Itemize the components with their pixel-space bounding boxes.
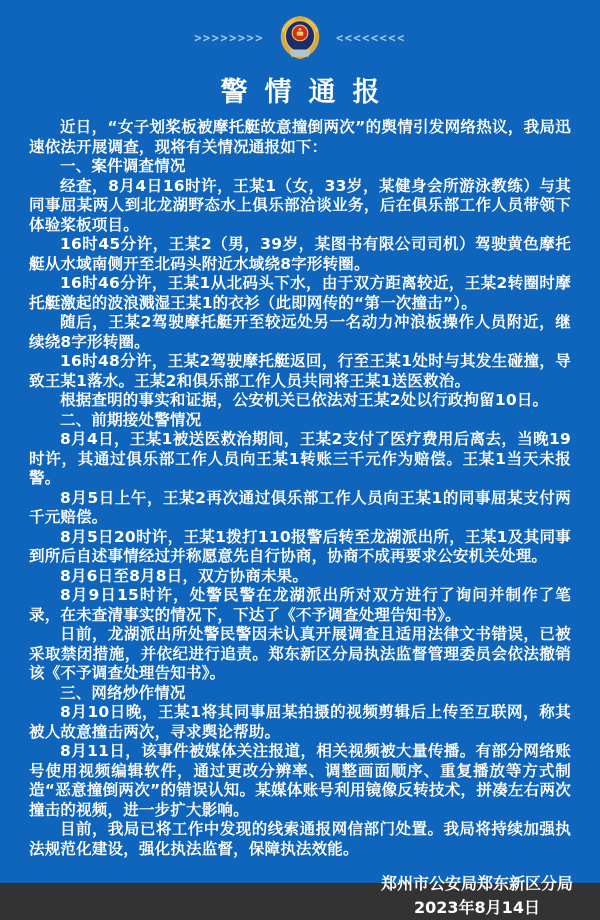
notice-title: 警情通报 [220,77,397,108]
body-paragraph: 16时46分许，王某1从北码头下水，由于双方距离较近，王某2转圈时摩托艇激起的波浪溅湿王某1的衣衫（此即网传的“第一次撞击”）。 [29,274,571,312]
section-heading: 二、前期接处警情况 [60,410,202,429]
body-paragraph: 8月4日，王某1被送医救治期间，王某2支付了医疗费用后离去，当晚19时许，其通过俱乐部工作人员向王某1转账三千元作为赔偿。王某1当天未报警。 [29,430,571,487]
body-paragraph: 8月6日至8月8日，双方协商未果。 [60,566,309,585]
body-paragraph: 8月5日上午，王某2再次通过俱乐部工作人员向王某1的同事屈某支付两千元赔偿。 [29,488,571,526]
issuing-authority: 郑州市公安局郑东新区分局 [380,874,573,893]
signature-block [0,872,600,920]
section-heading: 三、网络炒作情况 [60,683,186,702]
notice-body [0,109,600,859]
notice-header [0,0,600,109]
chevrons-right-decoration: <<<<<<<< [336,31,406,45]
body-paragraph: 8月9日15时许，处警民警在龙湖派出所对双方进行了询问并制作了笔录，在未查清事实的情况下，下达了《不予调查处理告知书》。 [29,586,571,624]
police-emblem-icon [278,15,322,61]
badge-row [0,14,600,62]
body-paragraph: 根据查明的事实和证据，公安机关已依法对王某2处以行政拘留10日。 [60,391,549,409]
body-paragraph: 8月5日20时许，王某1拨打110报警后转至龙湖派出所，王某1及其同事到所后自述事情经过并称愿意先自行协商，协商不成再要求公安机关处理。 [29,527,571,565]
body-paragraph: 经查，8月4日16时许，王某1（女，33岁，某健身会所游泳教练）与其同事屈某两人到北龙湖野态水上俱乐部洽谈业务，后在俱乐部工作人员带领下体验桨板项目。 [29,176,571,234]
body-paragraph: 目前，我局已将工作中发现的线索通报网信部门处置。我局将持续加强执法规范化建设，强化执法监督，保障执法效能。 [29,820,571,858]
section-heading: 一、案件调查情况 [60,157,186,175]
body-paragraph: 日前，龙湖派出所处警民警因未认真开展调查且适用法律文书错误，已被采取禁闭措施，并依纪进行追责。郑东新区分局执法监督管理委员会依法撤销该《不予调查处理告知书》。 [29,625,571,682]
body-paragraph: 随后，王某2驾驶摩托艇开至较远处另一名动力冲浪板操作人员附近，继续绕8字形转圈。 [29,313,571,351]
body-paragraph: 8月11日，该事件被媒体关注报道，相关视频被大量传播。有部分网络账号使用视频编辑软件，通过更改分辨率、调整画面顺序、重复播放等方式制造“恶意撞倒两次”的错误认知。某媒体账号利用镜像反转技术，拼凑左右两次撞击的视频，进一步扩大影响。 [29,742,571,819]
issue-date: 2023年8月14日 [414,898,540,917]
body-paragraph: 16时48分许，王某2驾驶摩托艇返回，行至王某1处时与其发生碰撞，导致王某1落水。王某2和俱乐部工作人员共同将王某1送医救治。 [29,352,571,390]
body-paragraph: 8月10日晚，王某1将其同事屈某拍摄的视频剪辑后上传至互联网，称其被人故意撞击两次，寻求舆论帮助。 [29,703,571,741]
body-paragraph: 16时45分许，王某2（男，39岁，某图书有限公司司机）驾驶黄色摩托艇从水域南侧开至北码头附近水域绕8字形转圈。 [29,235,571,273]
chevrons-left-decoration: >>>>>>>> [194,31,264,45]
body-paragraph: 近日，“女子划桨板被摩托艇故意撞倒两次”的舆情引发网络热议，我局迅速依法开展调查，现将有关情况通报如下： [29,118,571,156]
